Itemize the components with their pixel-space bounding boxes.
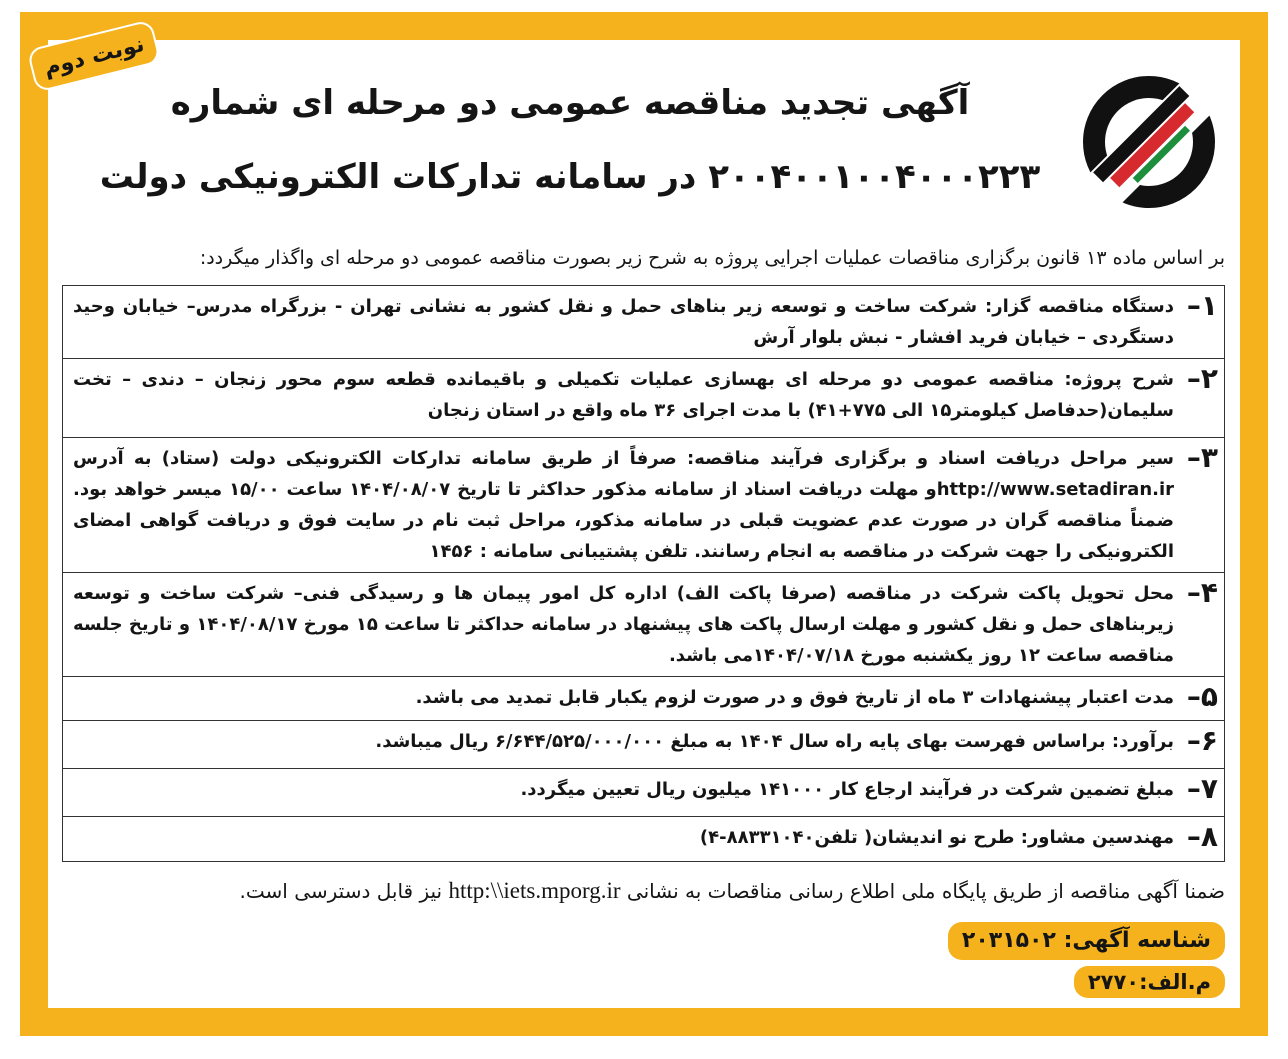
organization-logo — [1082, 72, 1217, 212]
item-text: مهندسین مشاور: طرح نو اندیشان( تلفن۸۸۳۳۱۰۴۰-۴) — [699, 827, 1174, 848]
item-number: ۵– — [1186, 680, 1218, 713]
item-row-1 — [63, 286, 1224, 359]
item-text: شرح پروژه: مناقصه عمومی دو مرحله ای بهسازی عملیات تکمیلی و باقیمانده قطعه سوم محور زنجان – دندی – تخت سلیمان(حدفاصل کیلومتر۱۵ الی ۷۷۵+۴۱) با مدت اجرای ۳۶ ماه واقع در استان زنجان — [73, 369, 1174, 421]
ad-id-badge: شناسه آگهی: ۲۰۳۱۵۰۲ — [948, 922, 1225, 960]
iets-url: http:\\iets.mporg.ir — [448, 878, 621, 903]
item-number: ۴– — [1186, 576, 1218, 609]
footer-note — [62, 874, 1225, 908]
item-text — [63, 438, 1178, 572]
item-row-6 — [63, 721, 1224, 769]
item-number: ۱– — [1186, 289, 1218, 322]
item-text: محل تحویل پاکت شرکت در مناقصه (صرفا پاکت الف) اداره کل امور پیمان ها و رسیدگی فنی– شرکت ساخت و توسعه زیربناهای حمل و نقل کشور و مهلت ارسال پاکت های پیشنهاد در سامانه حداکثر تا ساعت ۱۵ مورخ ۱۴۰۴/۰۸/۱۷ و تاریخ جلسه مناقصه ساعت ۱۲ روز یکشنبه مورخ ۱۴۰۴/۰۷/۱۸می باشد. — [73, 583, 1174, 666]
footer-text-after: نیز قابل دسترسی است. — [239, 879, 443, 903]
title-line-1: آگهی تجدید مناقصه عمومی دو مرحله ای شماره — [170, 83, 970, 123]
item-row-8 — [63, 817, 1224, 861]
title-line-2: ۲۰۰۴۰۰۱۰۰۴۰۰۰۲۲۳ در سامانه تدارکات الکترونیکی دولت — [99, 157, 1041, 197]
setad-url: http://www.setadiran.ir — [936, 479, 1175, 500]
notice-title — [60, 66, 1080, 214]
item-number: ۸– — [1186, 820, 1218, 853]
round-badge-label: نوبت دوم — [41, 31, 147, 81]
item-row-5 — [63, 677, 1224, 721]
item-row-7 — [63, 769, 1224, 817]
item-number: ۳– — [1186, 441, 1218, 474]
item-row-4 — [63, 573, 1224, 677]
item-number: ۷– — [1186, 772, 1218, 805]
item-text: دستگاه مناقصه گزار: شرکت ساخت و توسعه زیر بناهای حمل و نقل کشور به نشانی تهران - بزرگراه مدرس– خیابان وحید دستگردی – خیابان فرید افشار - نبش بلوار آرش — [73, 296, 1174, 348]
item-number: ۶– — [1186, 724, 1218, 757]
items-table — [62, 285, 1225, 862]
item-text: مدت اعتبار پیشنهادات ۳ ماه از تاریخ فوق و در صورت لزوم یکبار قابل تمدید می باشد. — [415, 687, 1174, 708]
intro-text: بر اساس ماده ۱۳ قانون برگزاری مناقصات عملیات اجرایی پروژه به شرح زیر بصورت مناقصه عمومی دو مرحله ای واگذار میگردد: — [199, 247, 1225, 269]
item-row-3 — [63, 438, 1224, 573]
road-logo-icon — [1082, 72, 1217, 212]
item-text-after-url: و مهلت دریافت اسناد از سامانه مذکور حداکثر تا تاریخ ۱۴۰۴/۰۸/۰۷ ساعت ۱۵/۰۰ میسر خواهد بود. ضمناً مناقصه گران در صورت عدم عضویت قبلی در سامانه مذکور، مراحل ثبت نام در سایت فوق و دریافت گواهی امضای الکترونیکی را جهت شرکت در مناقصه به انجام رسانند. تلفن پشتیبانی سامانه : ۱۴۵۶ — [73, 479, 1174, 562]
item-text: مبلغ تضمین شرکت در فرآیند ارجاع کار ۱۴۱۰۰۰ میلیون ریال تعیین میگردد. — [520, 779, 1174, 800]
notice-content — [62, 240, 1225, 998]
footer-text-before: ضمنا آگهی مناقصه از طریق پایگاه ملی اطلاع رسانی مناقصات به نشانی — [626, 879, 1225, 903]
item-number: ۲– — [1186, 362, 1218, 395]
reference-badge: م.الف:۲۷۷۰ — [1074, 966, 1225, 998]
item-row-2 — [63, 359, 1224, 438]
footer-badges — [62, 922, 1225, 998]
item-text: برآورد: براساس فهرست بهای پایه راه سال ۱۴۰۴ به مبلغ ۶/۶۴۴/۵۲۵/۰۰۰/۰۰۰ ریال میباشد. — [375, 731, 1174, 752]
item-text-before-url: سیر مراحل دریافت اسناد و برگزاری فرآیند مناقصه: صرفاً از طریق سامانه تدارکات الکترونیکی دولت (ستاد) به آدرس — [73, 448, 1174, 469]
